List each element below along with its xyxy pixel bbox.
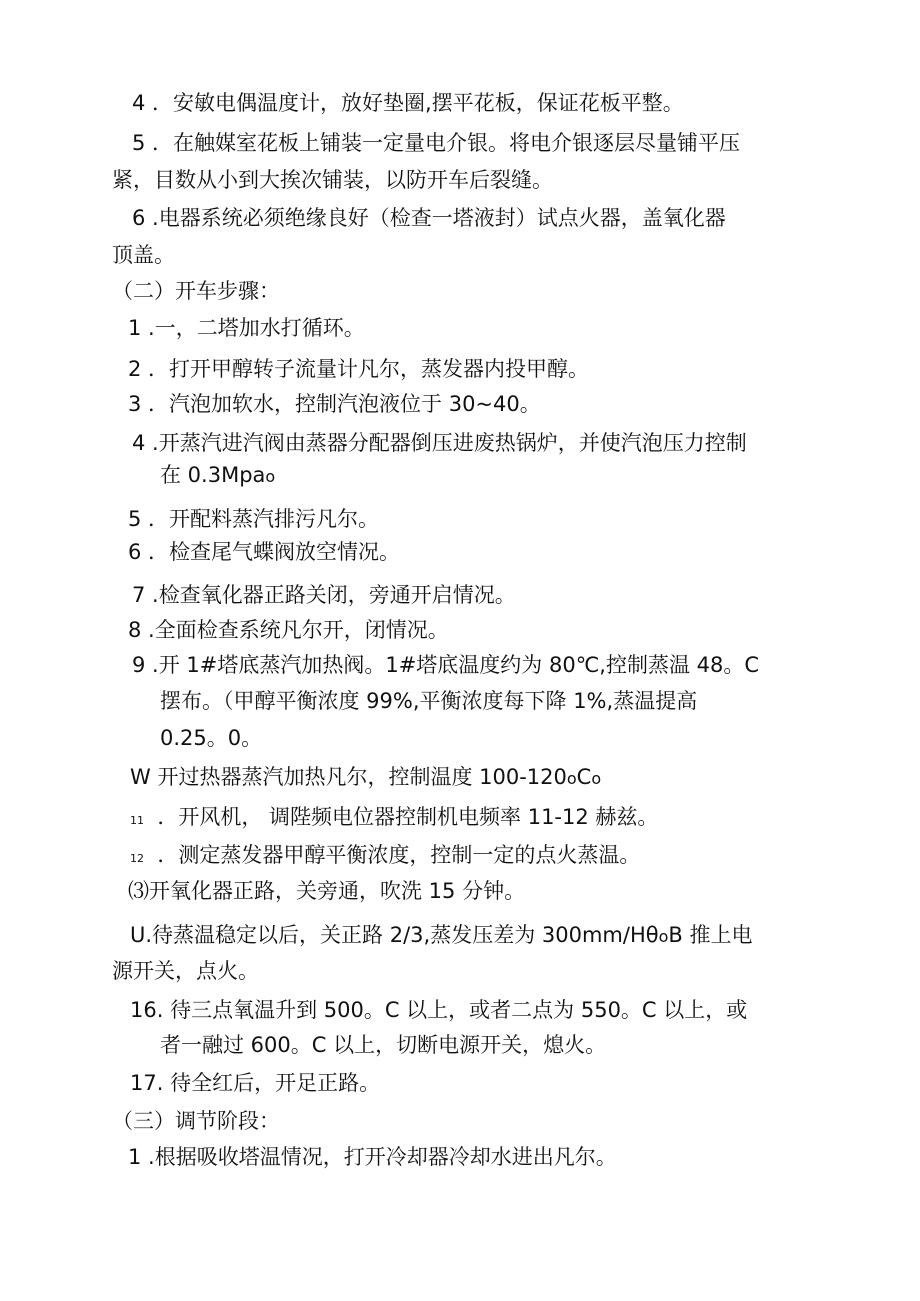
text-line [160, 460, 275, 492]
text-line [130, 762, 601, 794]
text-line: 17. 待全红后，开足正路。 [130, 1071, 381, 1095]
text-span: o [591, 769, 602, 788]
text-line: 6 .电器系统必须绝缘良好（检查一塔液封）试点火器，盖氧化器 [132, 206, 726, 230]
text-line: 者一融过 600。C 以上，切断电源开关，熄火。 [160, 1033, 607, 1057]
text-line: ⑶开氧化器正路，关旁通，吹洗 15 分钟。 [128, 879, 526, 903]
text-line [130, 802, 658, 836]
text-line: 顶盖。 [112, 243, 175, 267]
text-line: 1 .一，二塔加水打循环。 [128, 316, 365, 340]
text-line: 4 .开蒸汽进汽阀由蒸器分配器倒压进废热锅炉，并使汽泡压力控制 [132, 431, 747, 455]
text-span: o [566, 769, 577, 788]
text-line: 摆布。（甲醇平衡浓度 99%,平衡浓度每下降 1%,蒸温提高 [160, 689, 698, 713]
text-line: 2 ．打开甲醇转子流量计凡尔，蒸发器内投甲醇。 [128, 357, 590, 381]
item-number: 12 [130, 852, 144, 865]
text-span: C [576, 765, 592, 789]
text-line: 1 .根据吸收塔温情况，打开冷却器冷却水进出凡尔。 [128, 1145, 617, 1169]
text-line: 3 ．汽泡加软水，控制汽泡液位于 30~40。 [128, 392, 541, 416]
section-heading: （三）调节阶段： [112, 1109, 280, 1133]
item-number: 11 [130, 814, 144, 827]
text-line: 4 ．安敏电偶温度计，放好垫圈,摆平花板，保证花板平整。 [132, 91, 684, 115]
text-span: U.待蒸温稳定以后，关正路 2/3,蒸发压差为 300mm∕Hθ [130, 923, 659, 947]
text-span: ．开风机， 调陛频电位器控制机电频率 11-12 赫兹。 [157, 805, 659, 829]
text-line: 6 ．检查尾气蝶阀放空情况。 [128, 540, 401, 564]
text-span: o [658, 927, 669, 946]
text-line: 9 .开 1#塔底蒸汽加热阀。1#塔底温度约为 80℃,控制蒸温 48。C [132, 653, 760, 677]
text-line [130, 920, 752, 952]
text-line: 5 ．开配料蒸汽排污凡尔。 [128, 507, 380, 531]
text-span: ．测定蒸发器甲醇平衡浓度，控制一定的点火蒸温。 [157, 843, 641, 867]
text-span: W 开过热器蒸汽加热凡尔，控制温度 100-120 [130, 765, 567, 789]
text-span: B 推上电 [668, 923, 753, 947]
text-span: 在 0.3Mpa [160, 463, 266, 487]
text-line: 7 .检查氧化器正路关闭，旁通开启情况。 [132, 583, 516, 607]
text-line: 源开关，点火。 [112, 959, 259, 983]
text-line: 5 ．在触媒室花板上铺装一定量电介银。将电介银逐层尽量铺平压 [132, 131, 741, 155]
text-line: 8 .全面检查系统凡尔开，闭情况。 [128, 618, 449, 642]
text-line: 16. 待三点氧温升到 500。C 以上，或者二点为 550。C 以上，或 [130, 998, 748, 1022]
section-heading: （二）开车步骤： [112, 279, 280, 303]
text-span: o [265, 467, 276, 486]
text-line: 0.25。0。 [160, 726, 263, 750]
text-line: 紧，目数从小到大挨次铺装，以防开车后裂缝。 [112, 168, 553, 192]
text-line [130, 840, 640, 874]
